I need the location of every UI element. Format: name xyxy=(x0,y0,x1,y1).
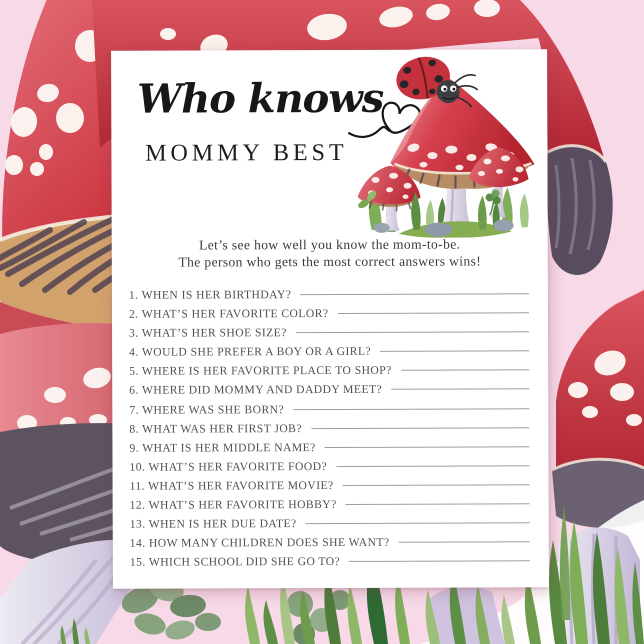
question-row xyxy=(129,287,531,307)
stone xyxy=(425,223,453,237)
answer-line xyxy=(336,465,529,467)
answer-line xyxy=(399,542,530,543)
question-text: 5. WHERE IS HER FAVORITE PLACE TO SHOP? xyxy=(129,364,392,379)
question-text: 11. WHAT’S HER FAVORITE MOVIE? xyxy=(129,478,334,493)
question-text: 1. WHEN IS HER BIRTHDAY? xyxy=(128,288,292,302)
answer-line xyxy=(391,389,529,390)
question-text: 4. WOULD SHE PREFER A BOY OR A GIRL? xyxy=(129,345,372,359)
answer-line xyxy=(293,408,529,410)
answer-line xyxy=(343,484,530,486)
question-text: 6. WHERE DID MOMMY AND DADDY MEET? xyxy=(129,383,383,398)
mushroom-ladybug-illustration xyxy=(343,51,544,238)
stone xyxy=(494,219,514,231)
question-text: 7. WHERE WAS SHE BORN? xyxy=(129,402,285,417)
question-text: 15. WHICH SCHOOL DID SHE GO TO? xyxy=(129,555,341,570)
answer-line xyxy=(311,427,529,429)
question-text: 8. WHAT WAS HER FIRST JOB? xyxy=(129,421,302,436)
question-row xyxy=(129,402,531,422)
question-text: 3. WHAT’S HER SHOE SIZE? xyxy=(129,326,287,340)
answer-line xyxy=(349,561,530,563)
question-row xyxy=(129,345,531,365)
card-title-caps: MOMMY BEST xyxy=(145,139,348,167)
question-row xyxy=(129,459,531,479)
question-row xyxy=(130,516,532,536)
question-row xyxy=(129,306,531,326)
question-text: 10. WHAT’S HER FAVORITE FOOD? xyxy=(129,459,328,474)
subtitle-line-2: The person who gets the most correct answers wins! xyxy=(178,253,482,270)
question-row xyxy=(129,440,531,460)
answer-line xyxy=(325,446,530,448)
question-text: 12. WHAT’S HER FAVORITE HOBBY? xyxy=(129,498,337,512)
questions-list xyxy=(129,287,532,575)
question-row xyxy=(130,536,532,556)
answer-line xyxy=(346,503,530,505)
question-row xyxy=(130,497,532,517)
answer-line xyxy=(380,351,529,353)
card-title-script: Who knows xyxy=(137,74,384,123)
answer-line xyxy=(401,370,529,371)
question-text: 13. WHEN IS HER DUE DATE? xyxy=(129,517,297,531)
question-row xyxy=(129,325,531,345)
subtitle-line-1: Let’s see how well you know the mom-to-be. xyxy=(199,236,461,253)
question-text: 9. WHAT IS HER MIDDLE NAME? xyxy=(129,440,316,455)
card-subtitle xyxy=(112,235,548,271)
question-text: 14. HOW MANY CHILDREN DOES SHE WANT? xyxy=(129,536,390,550)
question-text: 2. WHAT’S HER FAVORITE COLOR? xyxy=(128,307,329,321)
game-card xyxy=(111,49,549,589)
answer-line xyxy=(338,312,529,314)
question-row xyxy=(129,383,531,403)
question-row xyxy=(130,478,532,498)
stone xyxy=(374,223,390,233)
answer-line xyxy=(296,331,529,333)
question-row xyxy=(129,364,531,384)
eucalyptus-leaves xyxy=(287,590,350,644)
answer-line xyxy=(306,522,530,524)
answer-line xyxy=(300,293,529,295)
question-row xyxy=(129,421,531,441)
question-row xyxy=(130,555,532,575)
